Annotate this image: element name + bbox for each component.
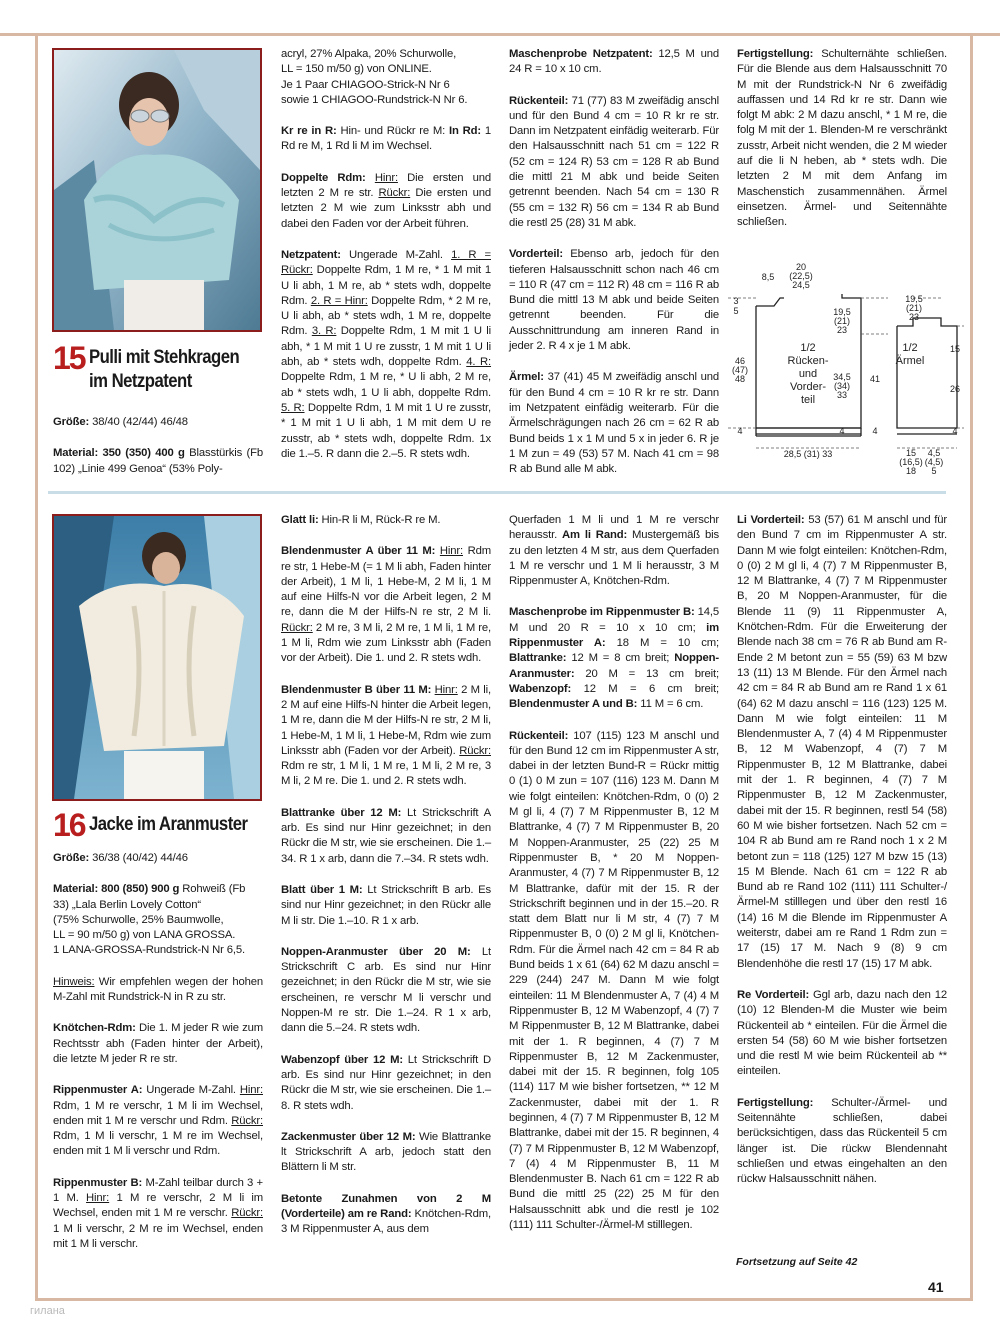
lv-text: 53 (57) 61 M anschl und für den Bund 7 cm im Rippenmuster A str. Dann M wie folgt einteilen: Knötchen-Rdm, 0 (0) 2 M gl li, 4 (7) 7 M Rippenmuster B, 12 M Blattranke, 4 (7) 7 M Rippenmuster B, 20 M Noppen-Aranmuster, für die Blende 11 (9) 11 Rippenmuster A, Knötchen-Rdm. Für die Erweiterung der Blende nach 38 cm = 76 R ab Bund am R-Ende 2 M betont zun = 55 (59) 63 M bzw 13 (11) 13 M Blende. Für den Ärmel nach 42 cm = 84 R ab Bund am re Rand 1 x 61 (64) 62 M dazu anschl = 116 (123) 125 M. Dann M wie folgt einteilen: 11 M Blendenmuster A, 7 (4) 4 M Rippenmuster B, 12 M Wabenzopf, 4 (7) 7 M Rippenmuster B, 12 M Blattranke, dabei mit der 1. R beginnen, 4 (7) 7 M Rippenmuster B, 12 M Zackenmuster, dabei mit der 15. R beginnen, restl 54 (58) 60 M wie bisher fortsetzen. Nach 52 cm = 104 R ab Bund am re Rand noch 1 x 2 M betont zun = 118 (125) 127 M bzw 15 (13) 15 M Blende. Nach 61 cm = 122 R ab Bund ab re Rand 102 (111) 111 Schulter-/Ärmel-M stilllegen und über den restl 16 (14) 16 M die Blende im Rippenmuster A weiterstr, dabei am re Rand 1 Rdm zun = 17 (15) 17 M. Nach 9 (8) 9 cm Blendenhöhe die restl 17 (15) 17 M abk. [737, 514, 947, 970]
dim-top-mid: 20 (22,5) 24,5 [789, 262, 813, 290]
ra-rueckr: Rückr: [231, 1114, 263, 1127]
photo-jacke-image [54, 516, 260, 799]
mp-text-6: 11 M = 6 cm. [637, 698, 704, 711]
mp-label: Maschenprobe im Rippenmuster B: [509, 606, 695, 619]
heading-project-15 [53, 340, 259, 394]
bmb-label: Blendenmuster B über 11 M: [281, 683, 432, 696]
sleeve-right-top: 15 [949, 344, 961, 354]
bl-label: Blatt über 1 M: [281, 883, 363, 896]
sleeve-piece-label: 1/2 Ärmel [895, 342, 925, 367]
br-label: Blattranke über 12 M: [281, 806, 402, 819]
dim-left-top2: 5 [733, 306, 739, 316]
kr-label: Knötchen-Rdm: [53, 1022, 136, 1035]
aermel-paragraph [509, 370, 719, 477]
vt-label: Vorderteil: [509, 248, 564, 261]
dim-bottom-width: 28,5 (31) 33 [783, 449, 833, 459]
netz-text-5: Doppelte Rdm, 1 M re, * U li abh, 2 M re, ab * stets wdh, 1 U li abh, doppelte Rdm. [281, 371, 491, 399]
material-label: Material: 350 (350) 400 g [53, 447, 185, 460]
kr-re-rd-label: In Rd: [449, 125, 482, 138]
dim-left-top: 3 [733, 296, 739, 306]
material-label: Material: 800 (850) 900 g [53, 883, 180, 896]
groesse-label: Größe: [53, 416, 90, 428]
na-label: Noppen-Aranmuster über 20 M: [281, 945, 471, 958]
bmb-text-1: 2 M li, 2 M auf eine Hilfs-N hinter die Arbeit legen, 1 M re, dann die M der Hilfs-N re str, 2 M li, 1 Hebe-M, 1 M li, 1 Hebe-M, Rdm wie zum Linksstr abh (Faden vor der Arbeit). [281, 683, 491, 757]
groesse-value: 38/40 (42/44) 46/48 [89, 416, 188, 428]
netz-r1: 1. R = Rückr: [281, 248, 491, 277]
sleeve-bund-right: 4 [952, 426, 958, 436]
ra-hinr: Hinr: [239, 1084, 263, 1097]
p15-column-2 [281, 47, 491, 478]
lv-label: Li Vorderteil: [737, 514, 805, 526]
rb-text-1: M-Zahl teilbar durch 3 + 1 M. [53, 1176, 264, 1205]
schematic-diagram [728, 258, 964, 484]
drdm-label: Doppelte Rdm: [281, 171, 366, 184]
gl-label: Glatt li: [281, 514, 319, 526]
sleeve-bottom: 15 (16,5) 18 [899, 448, 923, 476]
material-value: Blasstürkis (Fb 102) „Linie 499 Genoa“ (53% Poly- [53, 447, 264, 475]
mp-text-1: 14,5 M und 20 R = 10 x 10 cm; [509, 606, 719, 634]
watermark-text: гилана [30, 1305, 65, 1317]
rt-label: Rückenteil: [509, 729, 569, 742]
groesse-value: 36/38 (40/42) 44/46 [89, 852, 188, 864]
netz-text-6: Doppelte Rdm, 1 M mit 1 U re zusstr, * 1 M mit 1 U li abh, 1 M mit dem U re zusstr, ab * stets wdh, doppelte Rdm. 1x die 1.–5. R dann die 2.–5. R stets wdh. [281, 401, 492, 460]
dim-bund-left: 4 [737, 426, 743, 436]
hinweis-paragraph [53, 975, 263, 1006]
page-number: 41 [928, 1279, 944, 1295]
bl-text: Lt Strickschrift B arb. Es sind nur Hinr gezeichnet; in den Rückr alle M li str. Die 1.–10. R 1 x arb. [281, 883, 491, 927]
mp-text-4: 20 M = 13 cm breit; [574, 667, 719, 680]
sleeve-bottom2: 4,5 (4,5) 5 [924, 448, 944, 476]
betonte-zunahmen-paragraph [281, 1192, 491, 1238]
material-continued: acryl, 27% Alpaka, 20% Schurwolle, LL = 150 m/50 g) von ONLINE. Je 1 Paar CHIAGOO-Strick-N Nr 6 sowie 1 CHIAGOO-Rundstrick-N Nr 6. [281, 48, 468, 106]
maschenprobe-paragraph [509, 605, 719, 712]
wz-label: Wabenzopf über 12 M: [281, 1053, 403, 1066]
continuation-note: Fortsetzung auf Seite 42 [736, 1256, 858, 1268]
netz-text-2: Doppelte Rdm, 1 M re, * 1 M mit 1 U li abh, 1 M re, ab * stets wdh, doppelte Rdm. [281, 264, 491, 307]
ra-text-3: Rdm, 1 M li verschr, 1 M re im Wechsel, enden mit 1 M li verschr und Rdm. [53, 1130, 263, 1158]
material-value: Rohweiß (Fb 33) „Lala Berlin Lovely Cotton“ (75% Schurwolle, 25% Baumwolle, LL = 90 m/50 g) von LANA GROSSA. 1 LANA-GROSSA-Rundstrick-N Nr 6,5. [53, 883, 246, 957]
fs-label: Fertigstellung: [737, 48, 814, 60]
rb-rueckr: Rückr: [231, 1207, 263, 1220]
rv-label: Re Vorderteil: [737, 988, 810, 1001]
mp-label: Maschenprobe Netzpatent: [509, 48, 653, 60]
mp-text-3: 12 M = 8 cm breit; [566, 652, 675, 665]
ae-text: 37 (41) 45 M zweifädig anschl und für den Bund 4 cm = 10 R kr re str. Dann im Netzpatent einfädig weiterarb. Für die Ärmelschrägungen nach 26 cm = 62 R ab Bund beids 1 x 1 M und 5 x in jeder 6. R je 1 M zun = 49 (53) 57 M. Nach 41 cm = 98 R ab Bund alle M abk. [509, 371, 719, 476]
maschenprobe-paragraph [509, 47, 719, 78]
fertigstellung-paragraph [737, 47, 947, 231]
betonte-zunahmen-continued [509, 513, 719, 589]
rb-text-3: 1 M li verschr, 2 M re im Wechsel, enden mit 1 M li verschr. [53, 1222, 263, 1250]
bmb-hinr: Hinr: [434, 683, 458, 696]
project-number: 16 [53, 807, 85, 843]
vt-text: Ebenso arb, jedoch für den tieferen Halsausschnitt schon nach 46 cm = 110 R (47 cm = 112 R) 48 cm = 116 R ab Bund die mittl 13 M abk und beide Seiten getrennt beenden. Für die Ausschnittrundung am inneren Rand in jeder 2. R 4 x je 1 M abk. [509, 248, 719, 353]
groesse-label: Größe: [53, 852, 90, 864]
bma-text-2: 2 M re, 3 M li, 2 M re, 1 M li, 1 M re, 1 M li, Rdm wie zum Linksstr abh (Faden vor der Arbeit). Die 1. und 2. R stets wdh. [281, 621, 491, 665]
project-title: Jacke im Aranmuster [88, 814, 248, 835]
rb-text-2: 1 M re verschr, 2 M li im Wechsel, enden mit 1 M re verschr. [53, 1192, 263, 1220]
gl-text: Hin-R li M, Rück-R re M. [318, 514, 441, 526]
back-neckline [756, 298, 784, 306]
p16-column-4 [737, 513, 947, 1203]
rb-label: Rippenmuster B: [53, 1176, 143, 1189]
vorderteil-paragraph [509, 247, 719, 354]
dim-right-height: 34,5 (34) 33 [833, 372, 851, 400]
material-paragraph [53, 446, 263, 477]
netz-r4: 4. R: [466, 356, 492, 369]
c3-text-2: Mustergemäß bis zu den letzten 4 M str, aus dem Querfaden 1 M re verschr und 1 M li herausstr, 3 M Rippenmuster A, Knötchen-Rdm. [509, 529, 719, 588]
netz-r2: 2. R = Hinr: [310, 294, 368, 307]
fertigstellung-paragraph [737, 1096, 947, 1188]
re-vorderteil-paragraph [737, 988, 947, 1080]
photo-pulli-15 [52, 48, 262, 332]
mp-text-2: 18 M = 10 cm; [605, 637, 719, 650]
ae-label: Ärmel: [509, 371, 544, 384]
heading-project-16 [53, 807, 269, 843]
fs-label: Fertigstellung: [737, 1096, 814, 1109]
doppelte-rdm-paragraph [281, 171, 491, 232]
p15-column-1 [53, 415, 263, 493]
photo-jacke-16 [52, 514, 262, 801]
wz-text: Lt Strickschrift D arb. Es sind nur Hinr gezeichnet; in den Rückr die M str, wie sie erscheinen. Die 1.–8. R stets wdh. [281, 1053, 492, 1112]
zm-text: Wie Blattranke lt Strickschrift A arb, jedoch statt den Blättern li M str. [281, 1130, 491, 1174]
drdm-hinr: Hinr: [374, 171, 398, 184]
back-piece-label: 1/2 Rücken-und Vorder-teil [787, 342, 829, 406]
zackenmuster-paragraph [281, 1130, 491, 1176]
rueckenteil-paragraph [509, 94, 719, 232]
drdm-text-2: Die ersten und letzten 2 M wie zum Linksstr abh und dabei den Faden vor der Arbeit führen. [281, 187, 491, 230]
fs-text: Schulter-/Ärmel- und Seitennähte schließen, dabei berücksichtigen, dass das Rückenteil 5 cm länger ist. Die rückw Blendennaht schließen und etwas eingehalten an den rückw Halsausschnitt nähen. [737, 1096, 947, 1186]
mp-br-label: Blattranke: [509, 652, 567, 665]
netz-label: Netzpatent: [281, 248, 341, 261]
bma-label: Blendenmuster A über 11 M: [281, 545, 436, 558]
zm-label: Zackenmuster über 12 M: [281, 1130, 416, 1143]
netz-text-4: Doppelte Rdm, 1 M mit 1 U li abh, * 1 M mit 1 U re zusstr, 1 M mit 1 U li abh, ab * stets wdh, doppelte Rdm. [281, 325, 491, 369]
bma-rueckr: Rückr: [281, 621, 313, 634]
fs-text: Schulternähte schließen. Für die Blende aus dem Halsausschnitt 70 M mit der Rundstrick-N Nr 6 zweifädig auffassen und 14 Rd kr re str. Dann wie folgt M abk: 2 M dazu anschl, * 1 M re, die folg M mit der 1. Blenden-M re verschränkt zusstr, Arbeit nicht wenden, die 2 M wieder auf die li N heben, ab * stets wdh. Die letzten 2 M mit dem Anfang im Maschenstich zusammennähen. Ärmel einsetzen. Ärmel- und Seitennähte schließen. [737, 48, 947, 229]
dim-right-top: 19,5 (21) 23 [833, 307, 851, 335]
dim-shoulder-left: 8,5 [761, 272, 775, 282]
dim-bund-right: 4 [839, 426, 845, 436]
rueckenteil-paragraph [509, 729, 719, 1234]
kr-re-rd-text: 1 Rd re M, 1 Rd li M im Wechsel. [281, 125, 492, 153]
bma-hinr: Hinr: [439, 545, 463, 558]
blatt-paragraph [281, 883, 491, 929]
ra-text-2: Rdm, 1 M re verschr, 1 M li im Wechsel, enden mit 1 M re verschr und Rdm. [53, 1099, 263, 1127]
rt-text: 71 (77) 83 M zweifädig anschl und für den Bund 4 cm = 10 R kr re str. Dann im Netzpatent einfädig weiterarb. Für den Halsausschnitt nach 51 cm = 122 R (52 cm = 124 R) 53 cm = 128 R ab Bund die mittl 21 M abk und beide Seiten getrennt beenden. Nach 54 cm = 130 R (55 cm = 132 R) 56 cm = 134 R ab Bund die restl 25 (28) 31 M abk. [509, 94, 719, 229]
ra-text-1: Ungerade M-Zahl. [142, 1084, 240, 1097]
noppen-aranmuster-paragraph [281, 945, 491, 1037]
wabenzopf-paragraph [281, 1053, 491, 1114]
mp-wz-label: Wabenzopf: [509, 682, 572, 695]
rv-text: Ggl arb, dazu nach den 12 (10) 12 Blenden-M die Muster wie beim Rückenteil ab * einteilen. Für die Ärmel die ersten 54 (58) 60 M wie bisher fortsetzen und die restl M wie beim Rückenteil ab ** einteilen. [737, 988, 947, 1078]
rippenmuster-b-paragraph [53, 1176, 263, 1252]
blattranke-paragraph [281, 806, 491, 867]
photo-pulli-image [54, 50, 260, 330]
br-text: Lt Strickschrift A arb. Es sind nur Hinr gezeichnet; in den Rückr die M str, wie sie erscheinen. Die 1.–34. R 1 x arb, dann die 7.–34. R stets wdh. [281, 806, 492, 865]
kr-text: Die 1. M jeder R wie zum Rechtsstr abh (Faden hinter der Arbeit), die letzte M jeder R re str. [53, 1022, 263, 1065]
mp-bl-label: Blendenmuster A und B: [509, 698, 638, 711]
rippenmuster-a-paragraph [53, 1083, 263, 1159]
p15-column-3 [509, 47, 719, 493]
knoetchen-rdm-paragraph [53, 1021, 263, 1067]
material-paragraph [53, 882, 263, 958]
p15-column-4 [737, 47, 947, 247]
p16-column-3 [509, 513, 719, 1249]
project-number: 15 [53, 340, 85, 376]
c3-text-1: Querfaden 1 M li und 1 M re verschr herausstr. [509, 514, 719, 542]
blendenmuster-b-paragraph [281, 683, 491, 790]
bmb-rueckr: Rückr: [459, 744, 491, 757]
glatt-li-paragraph [281, 513, 491, 528]
netz-r3: 3. R: [311, 325, 337, 338]
mp-text-5: 12 M = 6 cm breit; [571, 682, 719, 695]
mp-a-label: im Rippenmuster A: [509, 621, 719, 650]
netz-r5: 5. R: [281, 401, 305, 414]
drdm-text-1: Die ersten und letzten 2 M re str. [281, 171, 491, 200]
p16-column-2 [281, 513, 491, 1254]
p16-column-1 [53, 851, 263, 1268]
kr-re-paragraph [281, 124, 491, 155]
na-text: Lt Strickschrift C arb. Es sind nur Hinr gezeichnet; in den Rückr die M str, wie sie erscheinen, re verschr M li verschr und Noppen-M re str. Die 1.–24. R 1 x arb, dann die 5.–24. R stets wdh. [281, 945, 491, 1035]
hinweis-label: Hinweis: [53, 975, 95, 988]
rt-text: 107 (115) 123 M anschl und für den Bund 12 cm im Rippenmuster A str, dabei in der letzten Bund-R = Rückr mittig 0 (1) 0 M zun = 107 (116) 123 M. Dann M wie folgt einteilen: Knötchen-Rdm, 0 (0) 2 M gl li, 4 (7) 7 M Rippenmuster B, 12 M Blattranke, 4 (7) 7 M Rippenmuster B, 20 M Noppen-Aranmuster, 25 (22) 25 M Rippenmuster B, * 20 M Noppen-Aranmuster, 4 (7) 7 M Rippenmuster B, 12 M Blattranke, dafür mit der 15. R der Strickschrift beginnen und in der 15.–20. R statt dem Blatt nur li M str, 4 (7) 7 M Rippenmuster B, 0 (0) 2 M gl li, Knötchen-Rdm. Für die Ärmel nach 42 cm = 84 R ab Bund beids 1 x 61 (64) 62 M dazu anschl = 229 (244) 247 M. Dann M wie folgt einteilen: 11 M Blendenmuster A, 7 (4) 4 M Rippenmuster B, 12 M Wabenzopf, 4 (7) 7 M Rippenmuster B, 12 M Blattranke, dabei mit der 1. R beginnen, 4 (7) 7 M Rippenmuster B, 12 M Zackenmuster, dabei mit der 15. R beginnen, folg 105 (114) 117 M wie bisher fortsetzen, ** 12 M Zackenmuster, dabei mit der 1. R beginnen, 4 (7) 7 M Rippenmuster B, 12 M Blattranke, dabei mit der 15. R beginnen, 4 (7) 7 M Rippenmuster B, 12 M Wabenzopf, 7 (4) 4 M Rippenmuster B, 11 M Blendenmuster B. Nach 61 cm = 122 R ab Bund die mittl 25 (22) 25 M für den Halsausschnitt abk und die restl je 102 (111) 111 Schulter-/Ärmel-M stilllegen. [509, 729, 719, 1232]
drdm-rueckr: Rückr: [378, 187, 411, 200]
netzpatent-paragraph [281, 248, 491, 462]
mp-na-label: Noppen-Aranmuster: [509, 652, 719, 680]
dim-left-height: 46 (47) 48 [731, 356, 749, 384]
mp-text: 12,5 M und 24 R = 10 x 10 cm. [509, 48, 719, 76]
ra-label: Rippenmuster A: [53, 1084, 143, 1097]
netz-text-3: Doppelte Rdm, * 2 M re, U li abh, ab * stets wdh, 1 M re, doppelte Rdm. [281, 294, 491, 338]
hinweis-text: Wir empfehlen wegen der hohen M-Zahl mit Rundstrick-N in R zu str. [53, 975, 263, 1004]
kr-re-text: Hin- und Rückr re M: [336, 125, 450, 138]
sleeve-outline [897, 318, 957, 428]
project-title: Pulli mit Stehkragen im Netzpatent [88, 347, 239, 392]
bmb-text-2: Rdm re str, 1 M li, 1 M re, 1 M li, 2 M re, 3 M li, 2 M re. Die 1. und 2. R stets wdh. [281, 760, 491, 788]
netz-text-1: Ungerade M-Zahl. [340, 248, 452, 261]
rt-label: Rückenteil: [509, 94, 569, 107]
sleeve-height: 41 [869, 374, 881, 384]
c3-li-label: Am li Rand: [562, 529, 628, 542]
sleeve-right: 26 [949, 384, 961, 394]
bz-text: Knötchen-Rdm, 3 M Rippenmuster A, aus dem [281, 1207, 491, 1236]
kr-re-label: Kr re in R: [281, 125, 337, 138]
bz-label: Betonte Zunahmen von 2 M (Vorderteile) am re Rand: [281, 1192, 491, 1220]
blendenmuster-a-paragraph [281, 544, 491, 666]
groesse-paragraph [53, 415, 263, 430]
li-vorderteil-paragraph [737, 513, 947, 972]
rb-hinr: Hinr: [86, 1192, 110, 1205]
sleeve-bund-left: 4 [872, 426, 878, 436]
groesse-paragraph [53, 851, 263, 866]
sleeve-top: 19,5 (21) 23 [905, 294, 923, 322]
bma-text-1: Rdm re str, 1 Hebe-M (= 1 M li abh, Faden hinter der Arbeit), 1 M li, 1 Hebe-M, 2 M li, 1 M auf eine Hilfs-N vor die Arbeit legen, 2 M re, dann die M der Hilfs-N re str, 2 M li. [281, 545, 491, 619]
